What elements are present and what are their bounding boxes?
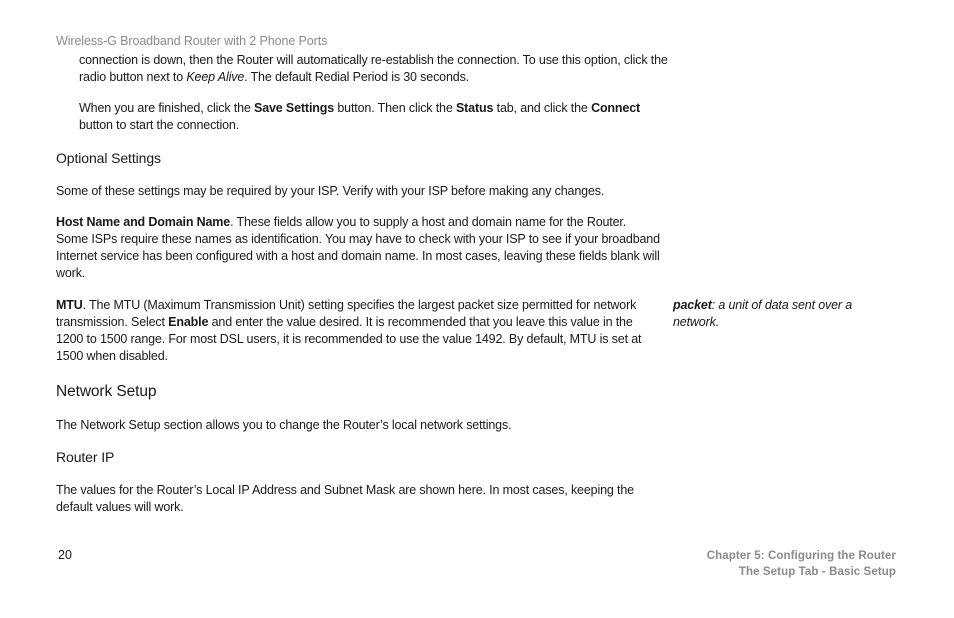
footer-chapter-info [707, 548, 896, 580]
sidebar-definition-text: : a unit of data sent over a network. [673, 298, 853, 329]
text-run: button to start the connection. [79, 118, 240, 132]
heading-network-setup: Network Setup [56, 383, 157, 400]
paragraph-keep-alive [79, 52, 669, 86]
text-run: When you are finished, click the [79, 101, 255, 115]
text-run: and enter the value desired. It is recommended that you leave this value in the 1200 to 1500 range. For most DSL users, it is recommended to use the value 1492. By default, MTU is set at 1500 when disabled. [56, 315, 642, 363]
footer-section: The Setup Tab - Basic Setup [738, 566, 896, 578]
term-connect: Connect [591, 101, 641, 115]
text-run: . The MTU (Maximum Transmission Unit) setting specifies the largest packet size permitted for network transmission. Select [56, 298, 637, 329]
term-enable: Enable [168, 315, 209, 329]
footer-chapter: Chapter 5: Configuring the Router [706, 550, 896, 562]
term-mtu: MTU [56, 298, 83, 312]
paragraph-mtu [56, 297, 661, 365]
text-run: . These fields allow you to supply a host and domain name for the Router. Some ISPs require these names as identification. You may have to check with your ISP to see if your broadband Internet service has been configured with a host and domain name. In most cases, leaving these fields blank will work. [56, 215, 660, 280]
text-run: connection is down, then the Router will automatically re-establish the connection. To use this option, click the radio button next to [79, 53, 668, 84]
sidebar-term: packet [673, 298, 712, 312]
paragraph-optional-intro: Some of these settings may be required by your ISP. Verify with your ISP before making any changes. [56, 184, 605, 198]
sidebar-definition [673, 297, 863, 331]
term-status: Status [455, 101, 494, 115]
paragraph-network-intro: The Network Setup section allows you to change the Router’s local network settings. [56, 418, 512, 432]
paragraph-host-domain [56, 214, 661, 282]
page-number: 20 [58, 548, 72, 562]
paragraph-router-ip: The values for the Router’s Local IP Address and Subnet Mask are shown here. In most cases, keeping the default values will work. [56, 483, 634, 514]
heading-optional-settings: Optional Settings [56, 150, 161, 166]
paragraph-connect-instructions [79, 100, 669, 134]
term-save-settings: Save Settings [254, 101, 335, 115]
text-run: button. Then click the [334, 101, 456, 115]
term-host-domain: Host Name and Domain Name [56, 215, 231, 229]
running-header: Wireless-G Broadband Router with 2 Phone Ports [56, 34, 328, 48]
emphasis-keep-alive: Keep Alive [186, 70, 245, 84]
text-run: tab, and click the [493, 101, 592, 115]
text-run: . The default Redial Period is 30 seconds. [244, 70, 469, 84]
heading-router-ip: Router IP [56, 449, 115, 465]
